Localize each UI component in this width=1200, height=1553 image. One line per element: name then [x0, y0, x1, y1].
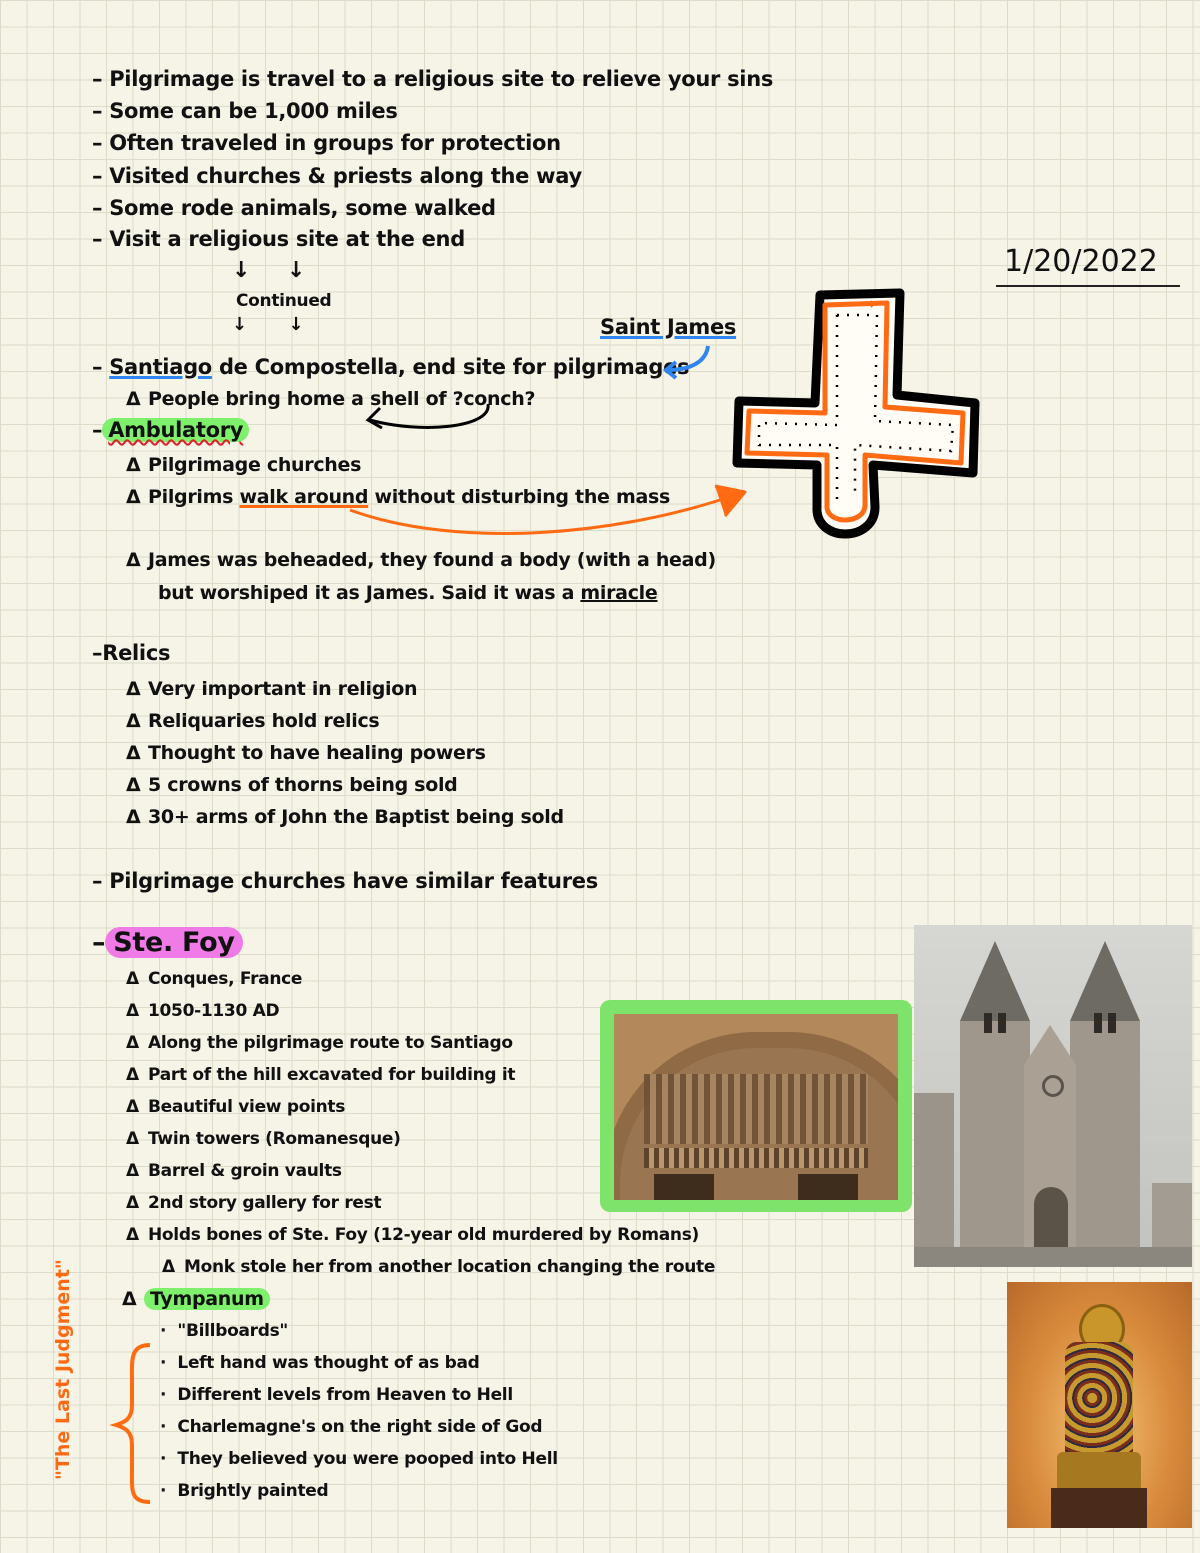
ambulatory-item: Δ James was beheaded, they found a body (with a head): [126, 549, 716, 571]
ste-foy-item: Δ 2nd story gallery for rest: [126, 1193, 382, 1213]
ste-foy-item: Δ Holds bones of Ste. Foy (12-year old murdered by Romans): [126, 1225, 700, 1245]
curved-arrow-icon: [360, 398, 510, 438]
ambulatory-heading: – Ambulatory: [92, 417, 249, 443]
ste-foy-item: Δ Barrel & groin vaults: [126, 1161, 342, 1181]
ste-foy-item: Δ Along the pilgrimage route to Santiago: [126, 1033, 513, 1053]
down-arrow-icon: ↓ ↓: [232, 258, 306, 283]
brace-icon: [110, 1340, 160, 1510]
relics-item: Δ Thought to have healing powers: [126, 742, 486, 764]
continued-label: Continued: [236, 291, 332, 311]
arrow-icon: →: [862, 294, 876, 313]
note-line: – Visit a religious site at the end: [92, 226, 465, 252]
note-line: – Pilgrimage is travel to a religious site to relieve your sins: [92, 66, 773, 92]
ste-foy-item: Δ Beautiful view points: [126, 1097, 346, 1117]
note-line: – Some rode animals, some walked: [92, 195, 496, 221]
tympanum-item: · Different levels from Heaven to Hell: [160, 1385, 513, 1405]
note-line: – Visited churches & priests along the way: [92, 163, 582, 189]
reliquary-photo: [1007, 1282, 1192, 1528]
relics-item: Δ Very important in religion: [126, 678, 418, 700]
tympanum-item: · Left hand was thought of as bad: [160, 1353, 480, 1373]
tympanum-item: · Brightly painted: [160, 1481, 329, 1501]
note-line: – Often traveled in groups for protection: [92, 130, 561, 156]
ste-foy-item: Δ Conques, France: [126, 969, 303, 989]
note-line: – Some can be 1,000 miles: [92, 98, 398, 124]
connector-arrow-icon: [340, 480, 760, 550]
ste-foy-item: Δ 1050-1130 AD: [126, 1001, 280, 1021]
tympanum-heading: Δ Tympanum: [122, 1286, 270, 1312]
ste-foy-item: Δ Part of the hill excavated for building it: [126, 1065, 516, 1085]
santiago-line: – Santiago de Compostella, end site for pilgrimages: [92, 355, 690, 379]
page-date: 1/20/2022: [996, 244, 1180, 287]
tympanum-item: · They believed you were pooped into Hell: [160, 1449, 558, 1469]
curved-arrow-icon: [660, 340, 720, 380]
down-arrow-icon: ↓ ↓: [232, 314, 304, 335]
ste-foy-subitem: Δ Monk stole her from another location changing the route: [162, 1257, 716, 1277]
ste-foy-heading: – Ste. Foy: [92, 930, 243, 956]
tympanum-item: · Charlemagne's on the right side of God: [160, 1417, 543, 1437]
relics-item: Δ 30+ arms of John the Baptist being sold: [126, 806, 564, 828]
ste-foy-item: Δ Twin towers (Romanesque): [126, 1129, 401, 1149]
ambulatory-item: Δ Pilgrimage churches: [126, 454, 362, 476]
last-judgment-note: "The Last Judgment": [52, 1259, 74, 1480]
tympanum-photo: [600, 1000, 912, 1212]
santiago-subpoint: Δ People bring home a shell of ?conch?: [126, 388, 536, 410]
relics-item: Δ 5 crowns of thorns being sold: [126, 774, 458, 796]
ambulatory-item: Δ Pilgrims walk around without disturbing the mass: [126, 486, 670, 508]
ambulatory-item-cont: but worshiped it as James. Said it was a miracle: [158, 582, 658, 604]
relics-item: Δ Reliquaries hold relics: [126, 710, 380, 732]
saint-james-label: Saint James: [600, 315, 737, 339]
relics-heading: –Relics: [92, 641, 171, 665]
church-photo: [914, 925, 1192, 1267]
floor-plan-diagram: [725, 285, 985, 545]
tympanum-item: · "Billboards": [160, 1321, 288, 1341]
note-line: – Pilgrimage churches have similar features: [92, 868, 598, 894]
